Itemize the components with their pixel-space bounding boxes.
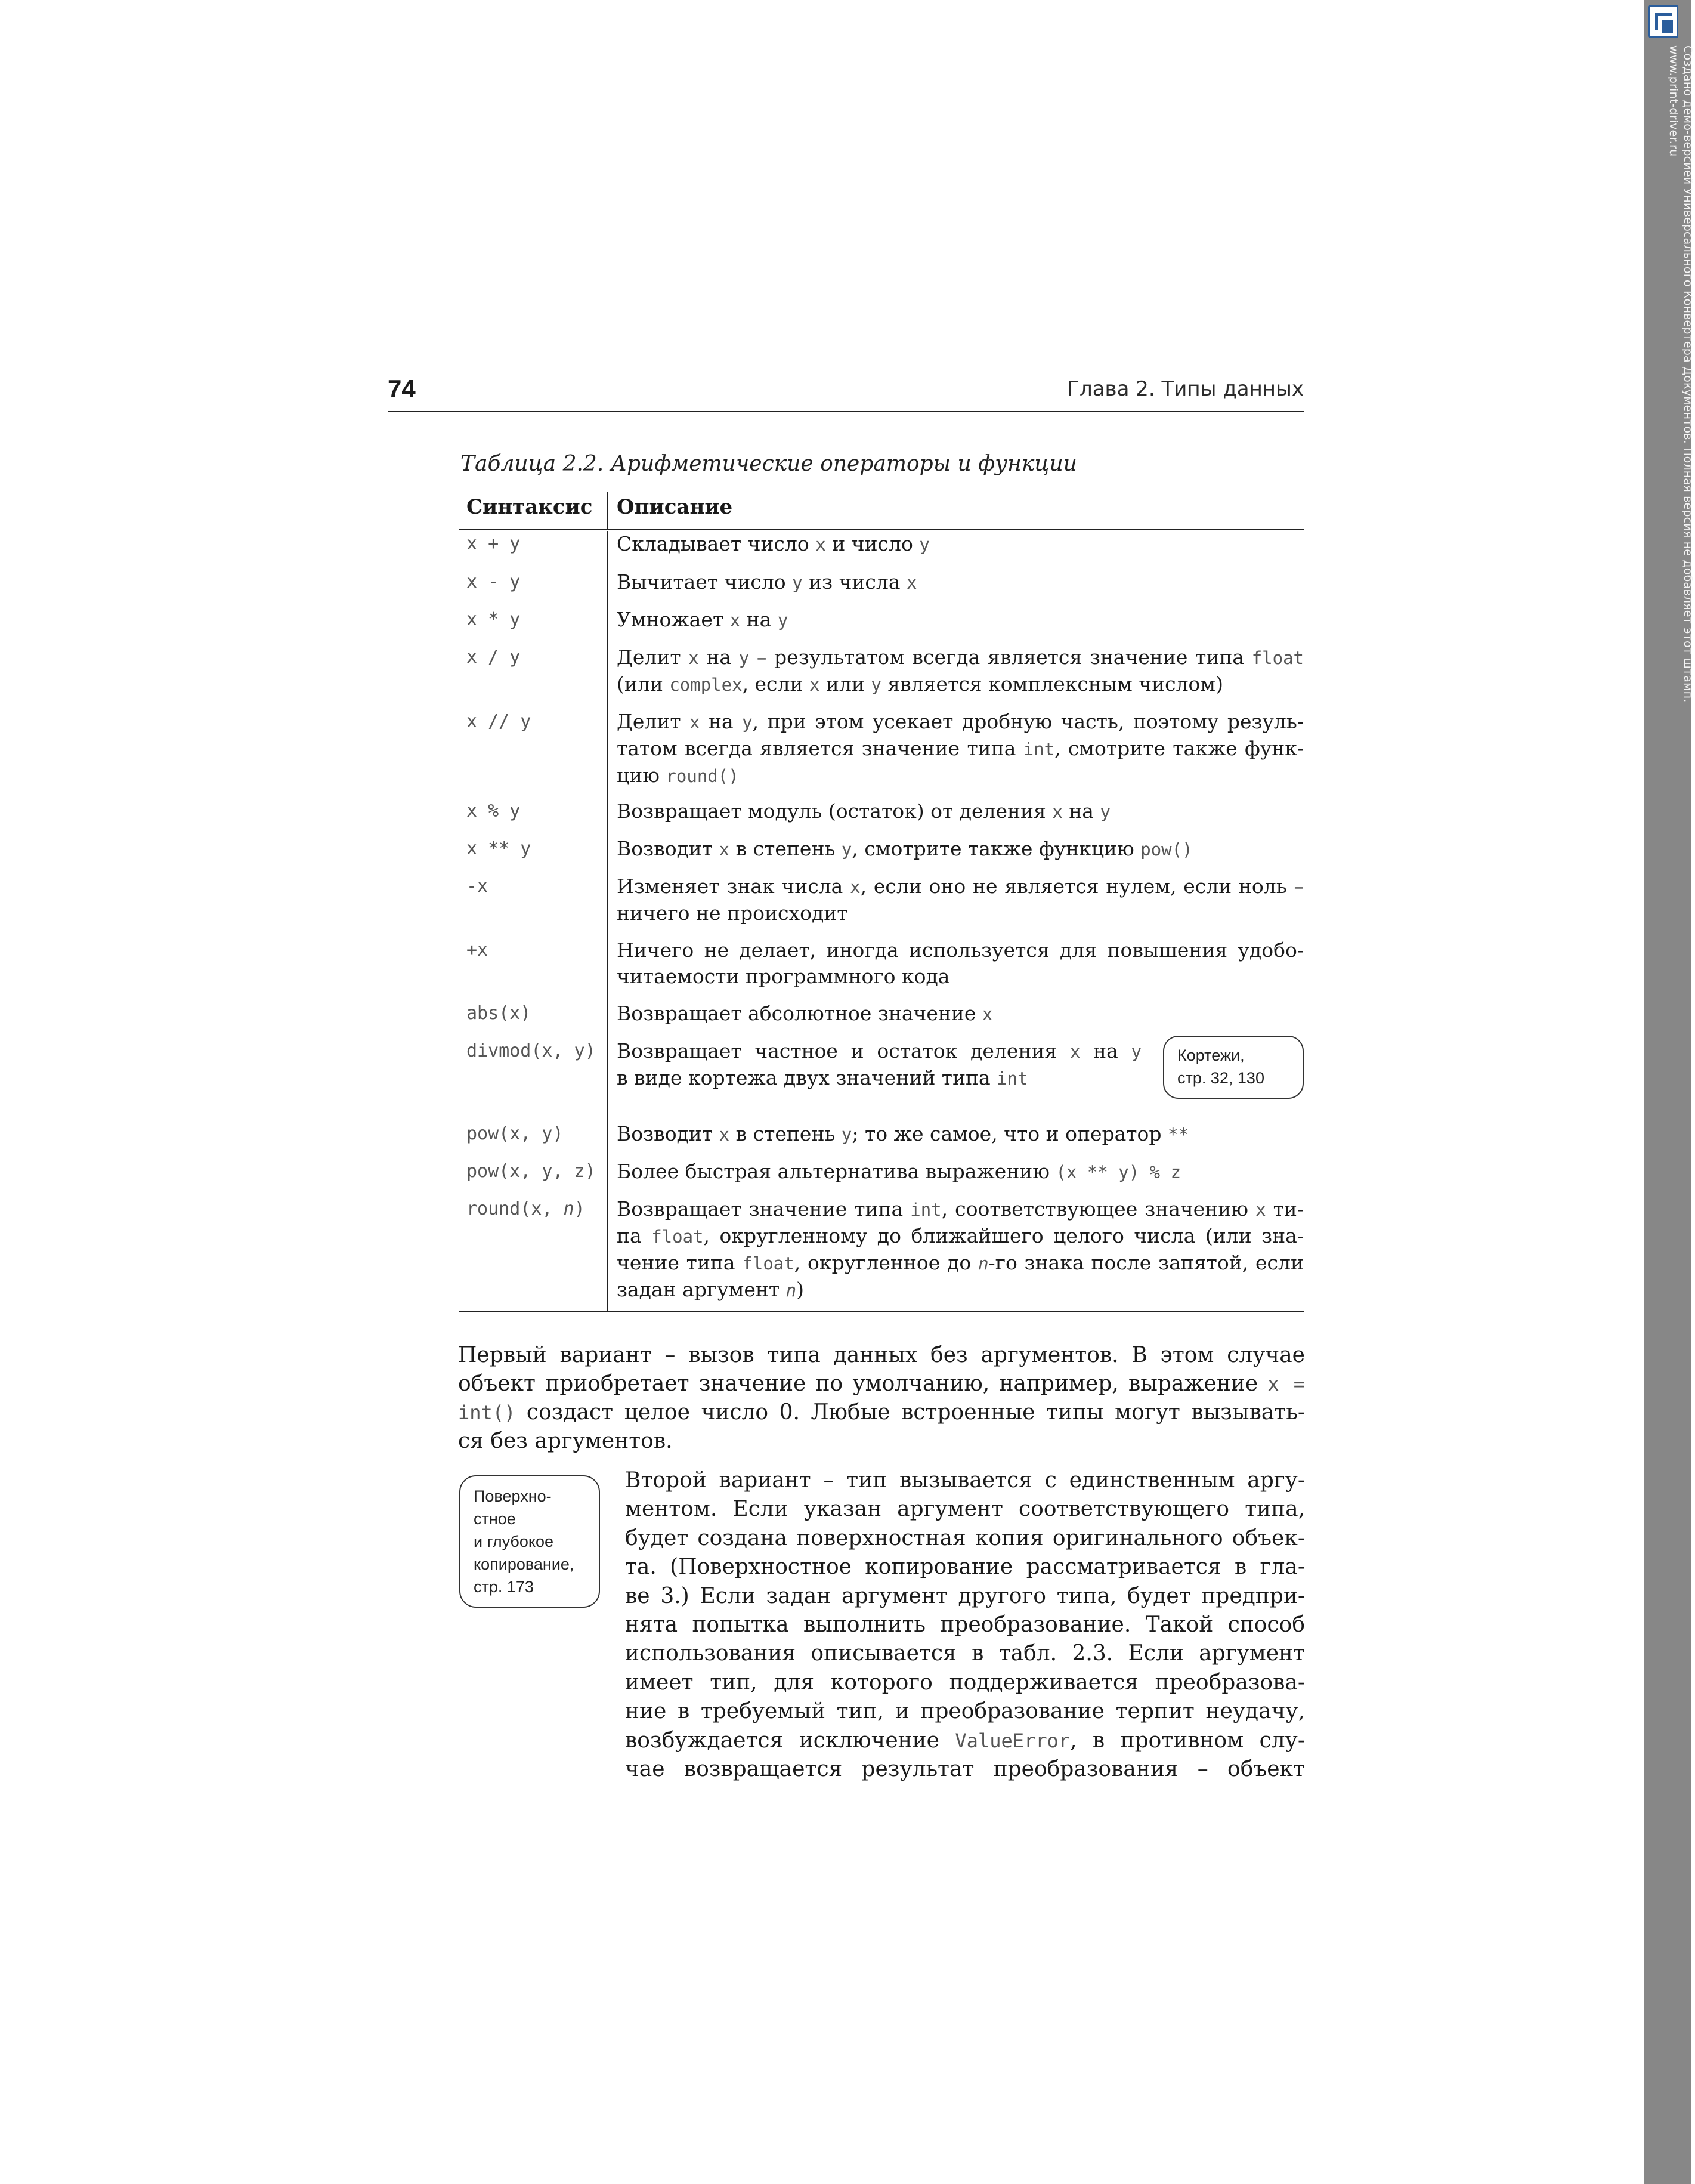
paragraph-default-call: Первый вариант – вызов типа данных без аргументов. В этом случае объект приобретает значение по умолчанию, например, выражение x = int() создаст целое число 0. Любые встроенные типы могут вызывать- ся без аргументов. [458,1343,1305,1453]
paragraph-single-argument: Второй вариант – тип вызывается с единственным аргу- ментом. Если указан аргумент соответствующего типа, будет создана поверхностная копия оригинального объек- та. (Поверхностное копирование рассматривается в гла- ве 3.) Если задан аргумент другого типа, будет предпри- нята попытка выполнить преобразование. Такой способ использования описывается в табл. 2.3. Если аргумент имеет тип, для которого поддерживается преобразова- ние в требуемый тип, и преобразование терпит неудачу, возбуждается исключение ValueError, в противном слу- чае возвращается результат преобразования – объект [625,1468,1305,1782]
watermark-strip [1644,0,1694,2184]
description-cell: Возводит x в степень y, смотрите также функцию pow() [617,837,1193,860]
description-cell: Ничего не делает, иногда используется для повышения удобо- читаемости программного кода [617,938,1304,988]
table-row [459,798,1304,836]
syntax-cell: x // y [459,709,608,798]
description-cell: Умножает x на y [617,608,788,631]
page-number: 74 [388,375,416,403]
description-cell: Изменяет знак числа x, если оно не является нулем, если ноль – ничего не происходит [617,875,1304,925]
chapter-title: Глава 2. Типы данных [1067,377,1304,401]
table-row [459,1196,1304,1311]
table-row [459,1038,1304,1121]
table-row [459,569,1304,607]
table-header-row [459,492,1304,530]
table-row [459,937,1304,1000]
syntax-cell: x ** y [459,836,608,873]
note-tuples-line-2: стр. 32, 130 [1177,1069,1264,1087]
syntax-cell: x - y [459,569,608,607]
syntax-cell: pow(x, y) [459,1121,608,1159]
table-caption: Таблица 2.2. Арифметические операторы и функции [460,452,1077,476]
syntax-cell: x / y [459,644,608,709]
description-cell: Возводит x в степень y; то же самое, что и оператор ** [617,1122,1189,1145]
watermark-text [1666,45,1695,703]
watermark-line-2: www.print-driver.ru [1667,45,1680,157]
syntax-cell: divmod(x, y) [459,1038,608,1121]
table-row [459,530,1304,569]
note-tuples-line-1: Кортежи, [1177,1046,1245,1064]
note-shallow-deep-copy: Поверхно- стное и глубокое копирование, стр. 173 [459,1475,600,1608]
syntax-cell: -x [459,873,608,937]
description-cell: Делит x на y – результатом всегда является значение типа float (или complex, если x или y является комплексным числом) [617,645,1304,696]
print-driver-logo-icon [1648,5,1678,38]
operators-table [459,490,1304,1312]
description-cell: Более быстрая альтернатива выражению (x ** y) % z [617,1160,1181,1183]
table-row [459,644,1304,709]
description-cell: Возвращает абсолютное значение x [617,1002,993,1025]
syntax-cell: pow(x, y, z) [459,1159,608,1196]
syntax-cell: x % y [459,798,608,836]
divmod-description: Возвращает частное и остаток деления x на y в виде кортежа двух значений типа int [617,1039,1142,1089]
description-cell: Делит x на y, при этом усекает дробную часть, поэтому резуль- татом всегда является значение типа int, смотрите также функ- цию round() [617,710,1304,787]
syntax-cell: abs(x) [459,1000,608,1038]
description-cell: Возвращает модуль (остаток) от деления x на y [617,799,1111,823]
header-rule [388,411,1304,412]
column-header-syntax: Синтаксис [459,492,608,529]
description-cell: Вычитает число y из числа x [617,570,917,594]
syntax-cell: x + y [459,531,608,569]
syntax-cell: round(x, n) [459,1196,608,1311]
description-cell: Складывает число x и число y [617,532,930,555]
description-cell: Возвращает значение типа int, соответствующее значению x ти- па float, округленному до ближайшего целого числа (или зна- чение типа float, округленное до n-го знака после запятой, если задан аргумент n) [617,1197,1304,1301]
table-row [459,607,1304,644]
column-header-description: Описание [617,495,733,519]
description-cell [608,1038,1304,1121]
syntax-cell: +x [459,937,608,1000]
table-row [459,1000,1304,1038]
note-tuples [1163,1036,1304,1099]
table-row [459,1121,1304,1159]
table-row [459,836,1304,873]
table-row [459,1159,1304,1196]
table-row [459,873,1304,937]
syntax-cell: x * y [459,607,608,644]
table-row [459,709,1304,798]
watermark-line-1: Создано демо-версией Универсального Конвертера Документов. Полная версия не добавляет этот штамп. [1681,45,1694,703]
